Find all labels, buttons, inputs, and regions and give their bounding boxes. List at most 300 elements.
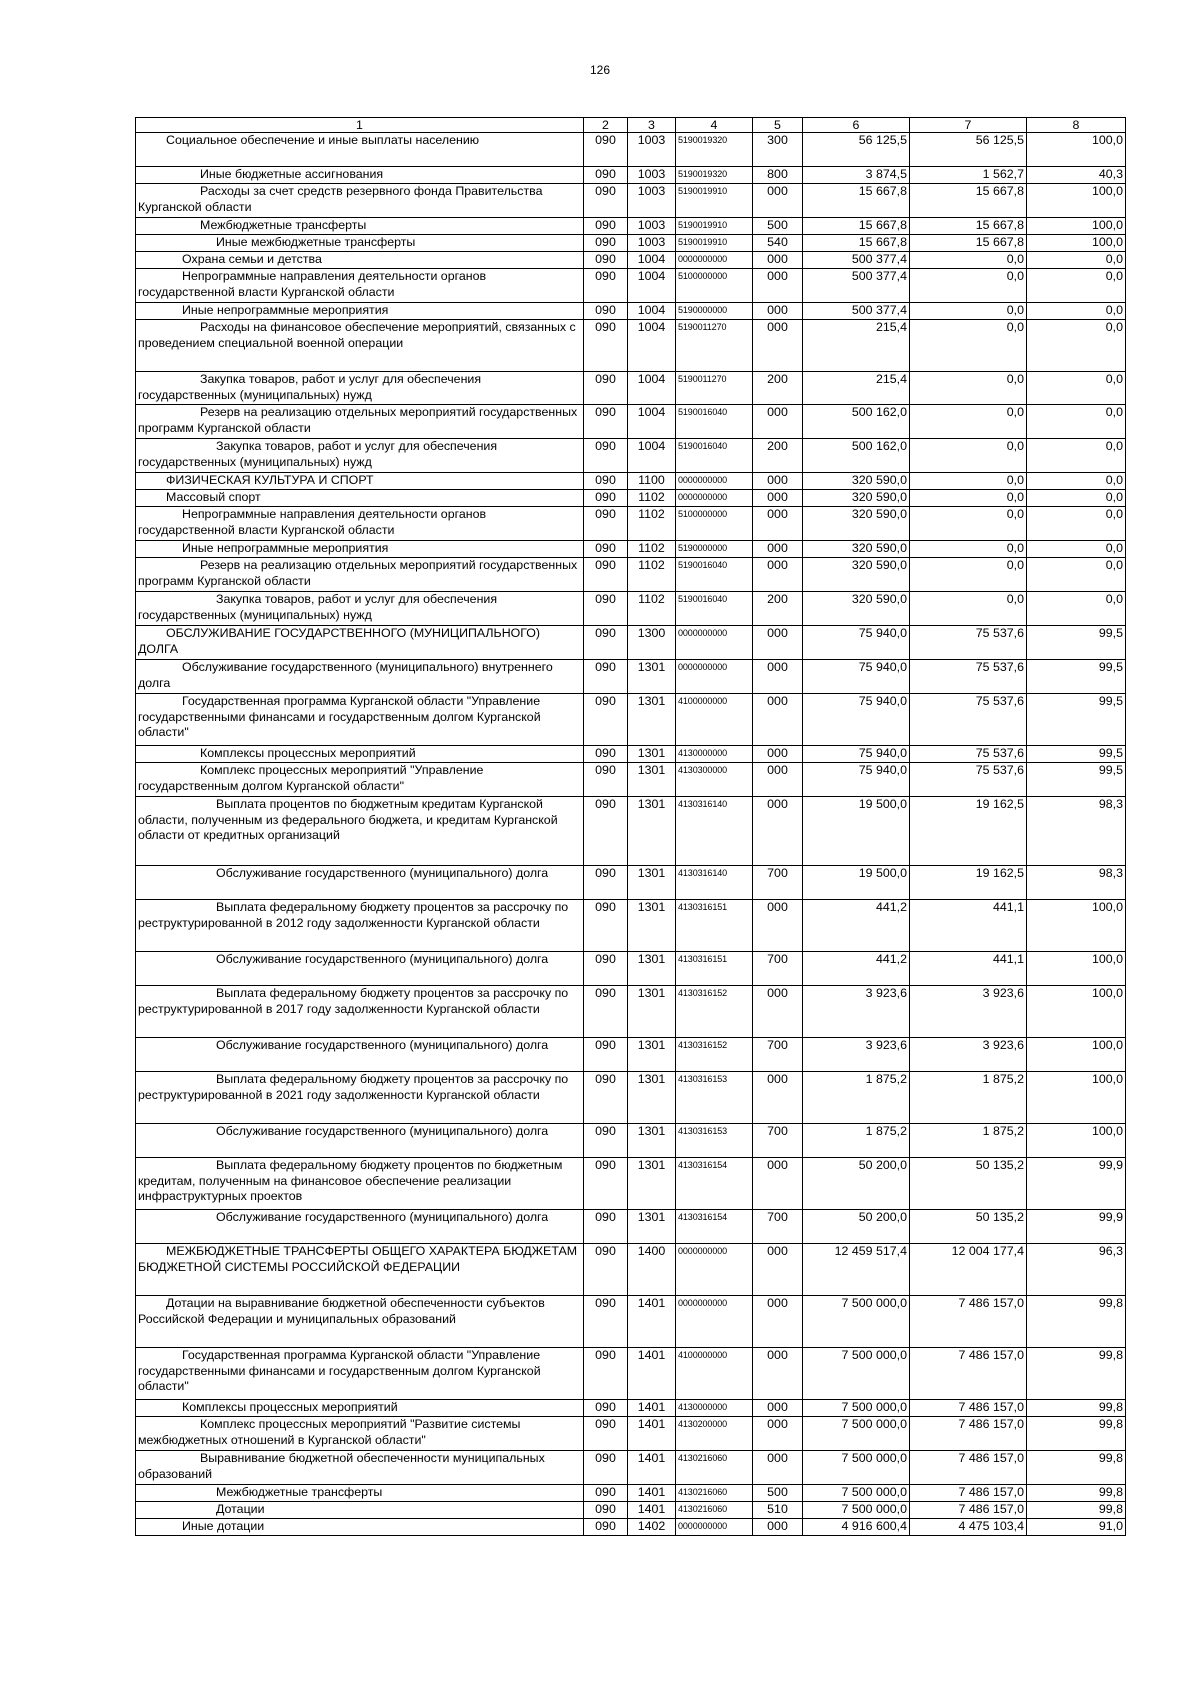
expense-type-code: 200 [753,372,803,405]
expense-type-code: 000 [753,1519,803,1536]
budget-item-name: Иные непрограммные мероприятия [136,541,584,558]
execution-percent: 99,8 [1027,1451,1126,1485]
budget-item-name: Расходы на финансовое обеспечение мероприятий, связанных с проведением специальной военной операции [136,320,584,372]
budget-item-name: Межбюджетные трансферты [136,218,584,235]
table-row [136,167,1126,184]
column-number: 6 [803,118,910,133]
execution-percent: 100,0 [1027,1072,1126,1124]
column-number: 5 [753,118,803,133]
table-row [136,269,1126,303]
expense-type-code: 200 [753,592,803,626]
table-body [136,118,1126,1536]
budget-item-name: Обслуживание государственного (муниципального) долга [136,952,584,986]
expense-type-code: 500 [753,218,803,235]
section-code: 1301 [628,900,676,952]
execution-percent: 100,0 [1027,986,1126,1038]
section-code: 1401 [628,1296,676,1348]
admin-code: 090 [584,372,628,405]
planned-amount: 15 667,8 [803,184,910,218]
planned-amount: 320 590,0 [803,490,910,507]
budget-item-name: Межбюджетные трансферты [136,1485,584,1502]
target-article-code: 0000000000 [676,490,753,507]
expense-type-code: 000 [753,473,803,490]
expense-type-code: 700 [753,866,803,900]
column-number: 8 [1027,118,1126,133]
section-code: 1003 [628,218,676,235]
execution-percent: 0,0 [1027,490,1126,507]
target-article-code: 5100000000 [676,507,753,541]
budget-item-name: Резерв на реализацию отдельных мероприятий государственных программ Курганской области [136,558,584,592]
executed-amount: 7 486 157,0 [910,1348,1027,1400]
admin-code: 090 [584,1485,628,1502]
target-article-code: 5190019320 [676,167,753,184]
table-row [136,1038,1126,1072]
expense-type-code: 000 [753,1400,803,1417]
section-code: 1004 [628,405,676,439]
executed-amount: 4 475 103,4 [910,1519,1027,1536]
budget-item-name: Охрана семьи и детства [136,252,584,269]
target-article-code: 5190000000 [676,303,753,320]
budget-item-name: Выплата процентов по бюджетным кредитам Курганской области, полученным из федерального бюджета, и кредитам Курганской области от кредитных организаций [136,797,584,866]
table-row [136,1124,1126,1158]
admin-code: 090 [584,133,628,167]
target-article-code: 0000000000 [676,1296,753,1348]
expense-type-code: 200 [753,439,803,473]
expense-type-code: 000 [753,660,803,694]
expense-type-code: 000 [753,184,803,218]
executed-amount: 0,0 [910,507,1027,541]
target-article-code: 5190016040 [676,592,753,626]
target-article-code: 4130216060 [676,1451,753,1485]
planned-amount: 56 125,5 [803,133,910,167]
table-row [136,133,1126,167]
planned-amount: 500 162,0 [803,439,910,473]
budget-item-name: МЕЖБЮДЖЕТНЫЕ ТРАНСФЕРТЫ ОБЩЕГО ХАРАКТЕРА БЮДЖЕТАМ БЮДЖЕТНОЙ СИСТЕМЫ РОССИЙСКОЙ ФЕДЕРАЦИИ [136,1244,584,1296]
admin-code: 090 [584,1417,628,1451]
admin-code: 090 [584,218,628,235]
section-code: 1102 [628,507,676,541]
expense-type-code: 000 [753,694,803,746]
table-row [136,320,1126,372]
executed-amount: 0,0 [910,558,1027,592]
execution-percent: 99,5 [1027,660,1126,694]
target-article-code: 5190019910 [676,184,753,218]
executed-amount: 15 667,8 [910,218,1027,235]
section-code: 1301 [628,694,676,746]
table-row [136,746,1126,763]
planned-amount: 215,4 [803,320,910,372]
admin-code: 090 [584,626,628,660]
execution-percent: 96,3 [1027,1244,1126,1296]
table-row [136,372,1126,405]
expense-type-code: 000 [753,1296,803,1348]
execution-percent: 100,0 [1027,184,1126,218]
admin-code: 090 [584,1124,628,1158]
table-row [136,900,1126,952]
table-row [136,1210,1126,1244]
executed-amount: 7 486 157,0 [910,1451,1027,1485]
target-article-code: 4130200000 [676,1417,753,1451]
executed-amount: 15 667,8 [910,235,1027,252]
target-article-code: 4130316154 [676,1210,753,1244]
planned-amount: 50 200,0 [803,1210,910,1244]
executed-amount: 0,0 [910,439,1027,473]
table-row [136,1451,1126,1485]
section-code: 1401 [628,1485,676,1502]
budget-item-name: Дотации на выравнивание бюджетной обеспеченности субъектов Российской Федерации и муниципальных образований [136,1296,584,1348]
target-article-code: 5100000000 [676,269,753,303]
executed-amount: 7 486 157,0 [910,1400,1027,1417]
execution-percent: 91,0 [1027,1519,1126,1536]
execution-percent: 0,0 [1027,320,1126,372]
column-number: 3 [628,118,676,133]
expense-type-code: 000 [753,626,803,660]
table-row [136,558,1126,592]
expense-type-code: 000 [753,1158,803,1210]
table-row [136,797,1126,866]
executed-amount: 75 537,6 [910,694,1027,746]
budget-item-name: Массовый спорт [136,490,584,507]
expense-type-code: 000 [753,1244,803,1296]
section-code: 1300 [628,626,676,660]
planned-amount: 3 923,6 [803,1038,910,1072]
execution-percent: 100,0 [1027,1038,1126,1072]
expense-type-code: 510 [753,1502,803,1519]
expense-type-code: 300 [753,133,803,167]
budget-item-name: Закупка товаров, работ и услуг для обеспечения государственных (муниципальных) нужд [136,592,584,626]
execution-percent: 0,0 [1027,252,1126,269]
column-number: 7 [910,118,1027,133]
budget-item-name: Иные непрограммные мероприятия [136,303,584,320]
execution-percent: 0,0 [1027,405,1126,439]
target-article-code: 4130316154 [676,1158,753,1210]
executed-amount: 0,0 [910,490,1027,507]
planned-amount: 3 874,5 [803,167,910,184]
execution-percent: 99,5 [1027,746,1126,763]
target-article-code: 5190016040 [676,558,753,592]
admin-code: 090 [584,1348,628,1400]
target-article-code: 4100000000 [676,1348,753,1400]
admin-code: 090 [584,1244,628,1296]
column-number-row [136,118,1126,133]
section-code: 1402 [628,1519,676,1536]
admin-code: 090 [584,746,628,763]
planned-amount: 7 500 000,0 [803,1451,910,1485]
expense-type-code: 800 [753,167,803,184]
section-code: 1401 [628,1451,676,1485]
executed-amount: 441,1 [910,952,1027,986]
planned-amount: 15 667,8 [803,235,910,252]
execution-percent: 0,0 [1027,269,1126,303]
table-row [136,1158,1126,1210]
section-code: 1100 [628,473,676,490]
planned-amount: 3 923,6 [803,986,910,1038]
target-article-code: 5190019320 [676,133,753,167]
target-article-code: 4100000000 [676,694,753,746]
expense-type-code: 000 [753,1417,803,1451]
target-article-code: 4130316151 [676,900,753,952]
planned-amount: 320 590,0 [803,473,910,490]
budget-item-name: Иные дотации [136,1519,584,1536]
admin-code: 090 [584,1451,628,1485]
section-code: 1301 [628,746,676,763]
planned-amount: 320 590,0 [803,541,910,558]
section-code: 1301 [628,1038,676,1072]
executed-amount: 1 875,2 [910,1072,1027,1124]
executed-amount: 0,0 [910,405,1027,439]
executed-amount: 50 135,2 [910,1158,1027,1210]
section-code: 1004 [628,269,676,303]
table-row [136,1485,1126,1502]
expense-type-code: 000 [753,405,803,439]
table-row [136,763,1126,797]
admin-code: 090 [584,405,628,439]
admin-code: 090 [584,1519,628,1536]
target-article-code: 0000000000 [676,626,753,660]
planned-amount: 7 500 000,0 [803,1417,910,1451]
table-row [136,184,1126,218]
planned-amount: 7 500 000,0 [803,1485,910,1502]
page-number: 126 [589,63,611,77]
planned-amount: 320 590,0 [803,592,910,626]
admin-code: 090 [584,797,628,866]
budget-item-name: Выплата федеральному бюджету процентов за рассрочку по реструктурированной в 2021 году задолженности Курганской области [136,1072,584,1124]
admin-code: 090 [584,592,628,626]
executed-amount: 0,0 [910,592,1027,626]
planned-amount: 1 875,2 [803,1072,910,1124]
target-article-code: 5190011270 [676,320,753,372]
target-article-code: 4130316140 [676,866,753,900]
executed-amount: 7 486 157,0 [910,1502,1027,1519]
budget-item-name: Обслуживание государственного (муниципального) долга [136,1038,584,1072]
execution-percent: 99,8 [1027,1502,1126,1519]
table-row [136,1502,1126,1519]
expense-type-code: 000 [753,1348,803,1400]
admin-code: 090 [584,1502,628,1519]
admin-code: 090 [584,252,628,269]
execution-percent: 100,0 [1027,235,1126,252]
expense-type-code: 000 [753,797,803,866]
section-code: 1301 [628,797,676,866]
table-row [136,1400,1126,1417]
expense-type-code: 700 [753,1210,803,1244]
execution-percent: 98,3 [1027,797,1126,866]
budget-item-name: Выплата федеральному бюджету процентов за рассрочку по реструктурированной в 2012 году задолженности Курганской области [136,900,584,952]
planned-amount: 500 377,4 [803,303,910,320]
execution-percent: 98,3 [1027,866,1126,900]
executed-amount: 1 562,7 [910,167,1027,184]
expense-type-code: 000 [753,541,803,558]
budget-item-name: ФИЗИЧЕСКАЯ КУЛЬТУРА И СПОРТ [136,473,584,490]
expense-type-code: 700 [753,952,803,986]
execution-percent: 99,5 [1027,626,1126,660]
section-code: 1004 [628,252,676,269]
section-code: 1401 [628,1348,676,1400]
section-code: 1004 [628,439,676,473]
executed-amount: 0,0 [910,473,1027,490]
expense-type-code: 000 [753,1072,803,1124]
execution-percent: 100,0 [1027,900,1126,952]
planned-amount: 7 500 000,0 [803,1296,910,1348]
planned-amount: 19 500,0 [803,797,910,866]
execution-percent: 99,8 [1027,1296,1126,1348]
admin-code: 090 [584,986,628,1038]
admin-code: 090 [584,541,628,558]
execution-percent: 99,8 [1027,1348,1126,1400]
admin-code: 090 [584,320,628,372]
section-code: 1004 [628,303,676,320]
target-article-code: 0000000000 [676,660,753,694]
executed-amount: 19 162,5 [910,866,1027,900]
budget-item-name: Обслуживание государственного (муниципального) долга [136,866,584,900]
executed-amount: 0,0 [910,269,1027,303]
table-row [136,473,1126,490]
executed-amount: 19 162,5 [910,797,1027,866]
planned-amount: 7 500 000,0 [803,1400,910,1417]
admin-code: 090 [584,763,628,797]
admin-code: 090 [584,439,628,473]
admin-code: 090 [584,269,628,303]
execution-percent: 100,0 [1027,952,1126,986]
budget-item-name: ОБСЛУЖИВАНИЕ ГОСУДАРСТВЕННОГО (МУНИЦИПАЛЬНОГО) ДОЛГА [136,626,584,660]
executed-amount: 0,0 [910,541,1027,558]
expense-type-code: 000 [753,1451,803,1485]
planned-amount: 75 940,0 [803,660,910,694]
execution-percent: 0,0 [1027,592,1126,626]
column-number: 4 [676,118,753,133]
budget-item-name: Иные межбюджетные трансферты [136,235,584,252]
table-row [136,952,1126,986]
section-code: 1102 [628,558,676,592]
planned-amount: 320 590,0 [803,558,910,592]
section-code: 1401 [628,1502,676,1519]
target-article-code: 5190019910 [676,235,753,252]
executed-amount: 7 486 157,0 [910,1417,1027,1451]
section-code: 1102 [628,541,676,558]
section-code: 1004 [628,320,676,372]
budget-item-name: Непрограммные направления деятельности органов государственной власти Курганской области [136,507,584,541]
target-article-code: 4130316140 [676,797,753,866]
target-article-code: 0000000000 [676,1244,753,1296]
planned-amount: 19 500,0 [803,866,910,900]
section-code: 1003 [628,167,676,184]
target-article-code: 5190011270 [676,372,753,405]
planned-amount: 1 875,2 [803,1124,910,1158]
section-code: 1301 [628,1124,676,1158]
expense-type-code: 000 [753,320,803,372]
execution-percent: 99,9 [1027,1158,1126,1210]
executed-amount: 0,0 [910,372,1027,405]
admin-code: 090 [584,558,628,592]
budget-item-name: Комплексы процессных мероприятий [136,746,584,763]
section-code: 1003 [628,235,676,252]
table-row [136,986,1126,1038]
planned-amount: 7 500 000,0 [803,1502,910,1519]
executed-amount: 1 875,2 [910,1124,1027,1158]
admin-code: 090 [584,952,628,986]
section-code: 1301 [628,1072,676,1124]
budget-item-name: Комплекс процессных мероприятий "Развитие системы межбюджетных отношений в Курганской области" [136,1417,584,1451]
target-article-code: 4130300000 [676,763,753,797]
table-row [136,1296,1126,1348]
execution-percent: 100,0 [1027,218,1126,235]
executed-amount: 7 486 157,0 [910,1296,1027,1348]
budget-item-name: Выплата федеральному бюджету процентов по бюджетным кредитам, полученным на финансовое обеспечение реализации инфраструктурных проектов [136,1158,584,1210]
admin-code: 090 [584,1296,628,1348]
expense-type-code: 540 [753,235,803,252]
table-row [136,592,1126,626]
expense-type-code: 700 [753,1124,803,1158]
executed-amount: 0,0 [910,303,1027,320]
execution-percent: 99,8 [1027,1400,1126,1417]
planned-amount: 75 940,0 [803,626,910,660]
section-code: 1003 [628,184,676,218]
section-code: 1102 [628,490,676,507]
section-code: 1102 [628,592,676,626]
table-row [136,252,1126,269]
execution-percent: 0,0 [1027,439,1126,473]
planned-amount: 75 940,0 [803,694,910,746]
admin-code: 090 [584,473,628,490]
budget-item-name: Иные бюджетные ассигнования [136,167,584,184]
target-article-code: 4130316153 [676,1072,753,1124]
table-row [136,1348,1126,1400]
admin-code: 090 [584,900,628,952]
admin-code: 090 [584,184,628,218]
budget-item-name: Социальное обеспечение и иные выплаты населению [136,133,584,167]
execution-percent: 100,0 [1027,1124,1126,1158]
executed-amount: 75 537,6 [910,763,1027,797]
table-row [136,1519,1126,1536]
executed-amount: 56 125,5 [910,133,1027,167]
budget-item-name: Закупка товаров, работ и услуг для обеспечения государственных (муниципальных) нужд [136,372,584,405]
executed-amount: 7 486 157,0 [910,1485,1027,1502]
executed-amount: 0,0 [910,252,1027,269]
planned-amount: 7 500 000,0 [803,1348,910,1400]
execution-percent: 0,0 [1027,558,1126,592]
section-code: 1301 [628,1210,676,1244]
executed-amount: 50 135,2 [910,1210,1027,1244]
target-article-code: 4130216060 [676,1485,753,1502]
planned-amount: 500 162,0 [803,405,910,439]
target-article-code: 4130316151 [676,952,753,986]
executed-amount: 3 923,6 [910,1038,1027,1072]
execution-percent: 0,0 [1027,541,1126,558]
target-article-code: 4130000000 [676,746,753,763]
target-article-code: 5190016040 [676,405,753,439]
budget-item-name: Закупка товаров, работ и услуг для обеспечения государственных (муниципальных) нужд [136,439,584,473]
executed-amount: 15 667,8 [910,184,1027,218]
section-code: 1401 [628,1400,676,1417]
budget-item-name: Обслуживание государственного (муниципального) внутреннего долга [136,660,584,694]
expense-type-code: 000 [753,269,803,303]
expense-type-code: 500 [753,1485,803,1502]
budget-item-name: Дотации [136,1502,584,1519]
target-article-code: 0000000000 [676,473,753,490]
section-code: 1003 [628,133,676,167]
admin-code: 090 [584,1158,628,1210]
expense-type-code: 000 [753,763,803,797]
section-code: 1301 [628,866,676,900]
admin-code: 090 [584,490,628,507]
section-code: 1301 [628,986,676,1038]
planned-amount: 75 940,0 [803,763,910,797]
admin-code: 090 [584,235,628,252]
budget-item-name: Обслуживание государственного (муниципального) долга [136,1210,584,1244]
admin-code: 090 [584,1072,628,1124]
target-article-code: 4130316152 [676,986,753,1038]
section-code: 1401 [628,1417,676,1451]
